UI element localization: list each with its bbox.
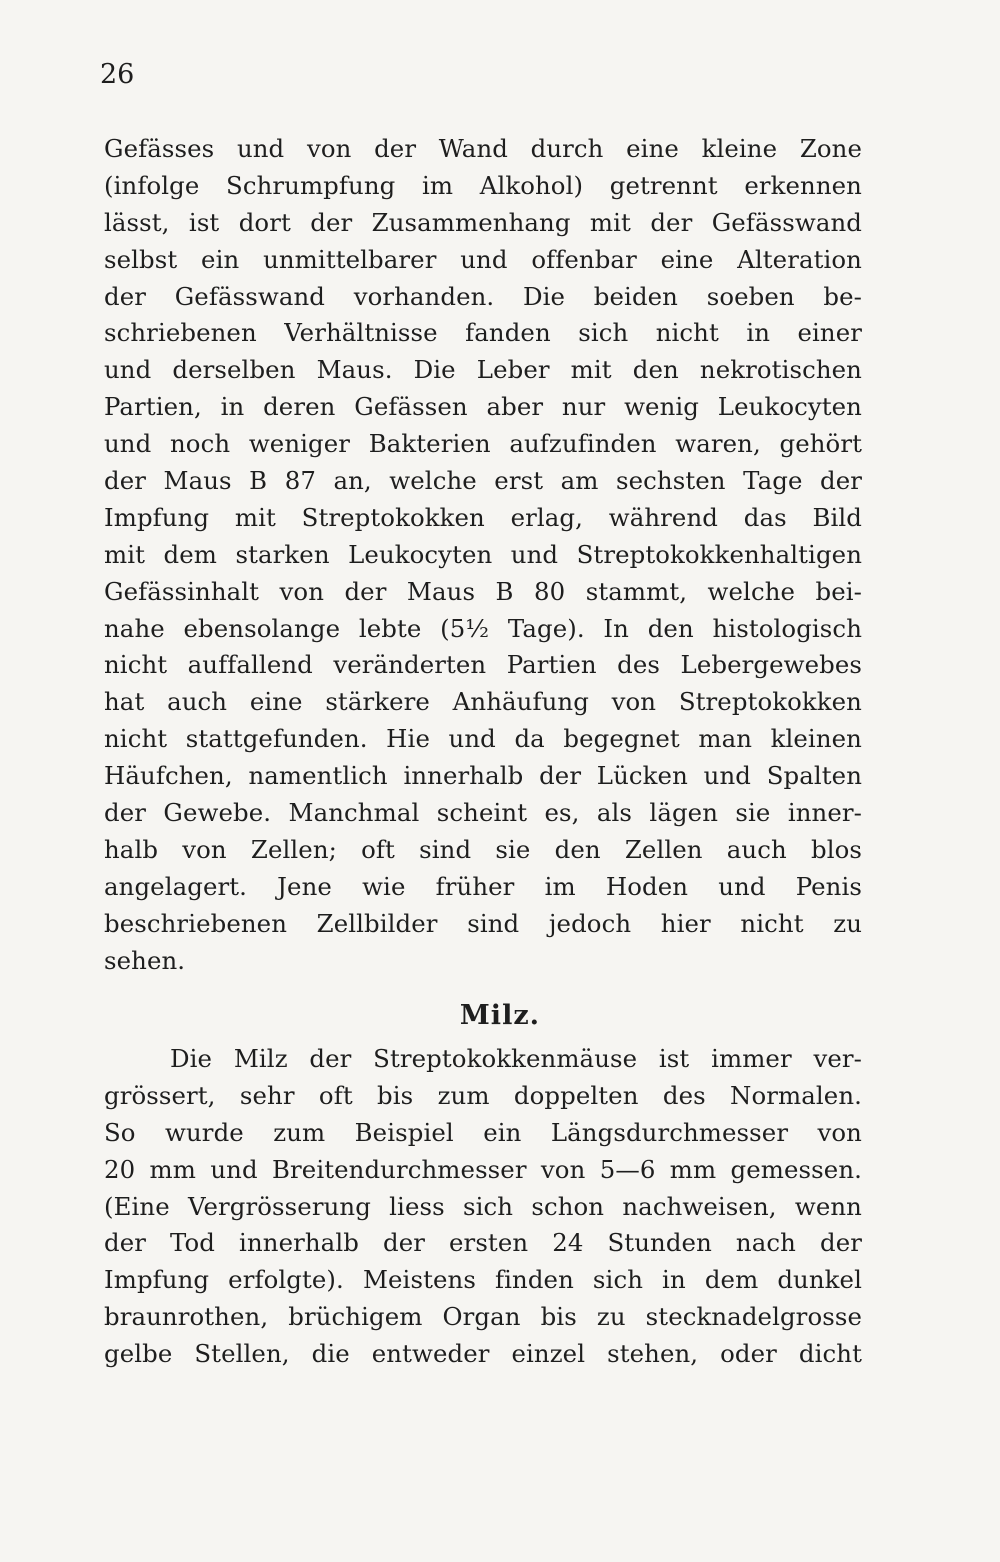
text-line: So wurde zum Beispiel ein Längsdurchmesser von bbox=[104, 1117, 862, 1147]
text-line: gelbe Stellen, die entweder einzel stehen, oder dicht bbox=[104, 1339, 862, 1369]
text-line: Impfung mit Streptokokken erlag, während das Bild bbox=[104, 502, 862, 532]
text-line: und noch weniger Bakterien aufzufinden waren, gehört bbox=[104, 429, 862, 459]
text-line-indented: Die Milz der Streptokokkenmäuse ist immer ver- bbox=[170, 1044, 862, 1073]
text-line: nahe ebensolange lebte (5½ Tage). In den histologisch bbox=[104, 613, 862, 643]
text-line: hat auch eine stärkere Anhäufung von Streptokokken bbox=[104, 687, 862, 717]
text-line: Gefässinhalt von der Maus B 80 stammt, welche bei- bbox=[104, 576, 862, 606]
text-line: Impfung erfolgte). Meistens finden sich in dem dunkel bbox=[104, 1265, 862, 1295]
text-line: der Tod innerhalb der ersten 24 Stunden nach der bbox=[104, 1228, 862, 1258]
paragraph-spleen bbox=[104, 1041, 862, 1373]
text-line: Partien, in deren Gefässen aber nur wenig Leukocyten bbox=[104, 392, 862, 422]
paragraph-liver bbox=[104, 131, 862, 979]
text-line: nicht stattgefunden. Hie und da begegnet man kleinen bbox=[104, 724, 862, 754]
text-line: grössert, sehr oft bis zum doppelten des Normalen. bbox=[104, 1080, 862, 1110]
text-line: Häufchen, namentlich innerhalb der Lücken und Spalten bbox=[104, 761, 862, 791]
page-number: 26 bbox=[100, 59, 135, 90]
text-line: (infolge Schrumpfung im Alkohol) getrennt erkennen bbox=[104, 170, 862, 200]
text-line: (Eine Vergrösserung liess sich schon nachweisen, wenn bbox=[104, 1191, 862, 1221]
text-line: Gefässes und von der Wand durch eine kleine Zone bbox=[104, 134, 862, 163]
text-line: mit dem starken Leukocyten und Streptokokkenhaltigen bbox=[104, 539, 862, 569]
text-line: lässt, ist dort der Zusammenhang mit der Gefässwand bbox=[104, 207, 862, 237]
text-line: schriebenen Verhältnisse fanden sich nicht in einer bbox=[104, 318, 862, 348]
text-line: angelagert. Jene wie früher im Hoden und Penis bbox=[104, 871, 862, 901]
text-line: der Maus B 87 an, welche erst am sechsten Tage der bbox=[104, 466, 862, 496]
text-line-last: sehen. bbox=[104, 945, 186, 975]
text-line: nicht auffallend veränderten Partien des Lebergewebes bbox=[104, 650, 862, 680]
text-line: und derselben Maus. Die Leber mit den nekrotischen bbox=[104, 355, 862, 385]
text-line: beschriebenen Zellbilder sind jedoch hier nicht zu bbox=[104, 908, 862, 938]
text-line: der Gewebe. Manchmal scheint es, als lägen sie inner- bbox=[104, 798, 862, 828]
text-line: 20 mm und Breitendurchmesser von 5—6 mm gemessen. bbox=[104, 1154, 862, 1184]
text-line: der Gefässwand vorhanden. Die beiden soeben be- bbox=[104, 281, 862, 311]
text-line: halb von Zellen; oft sind sie den Zellen auch blos bbox=[104, 834, 862, 864]
section-heading: Milz. bbox=[459, 1000, 541, 1031]
text-line: selbst ein unmittelbarer und offenbar eine Alteration bbox=[104, 244, 862, 274]
text-line: braunrothen, brüchigem Organ bis zu stecknadelgrosse bbox=[104, 1302, 862, 1332]
